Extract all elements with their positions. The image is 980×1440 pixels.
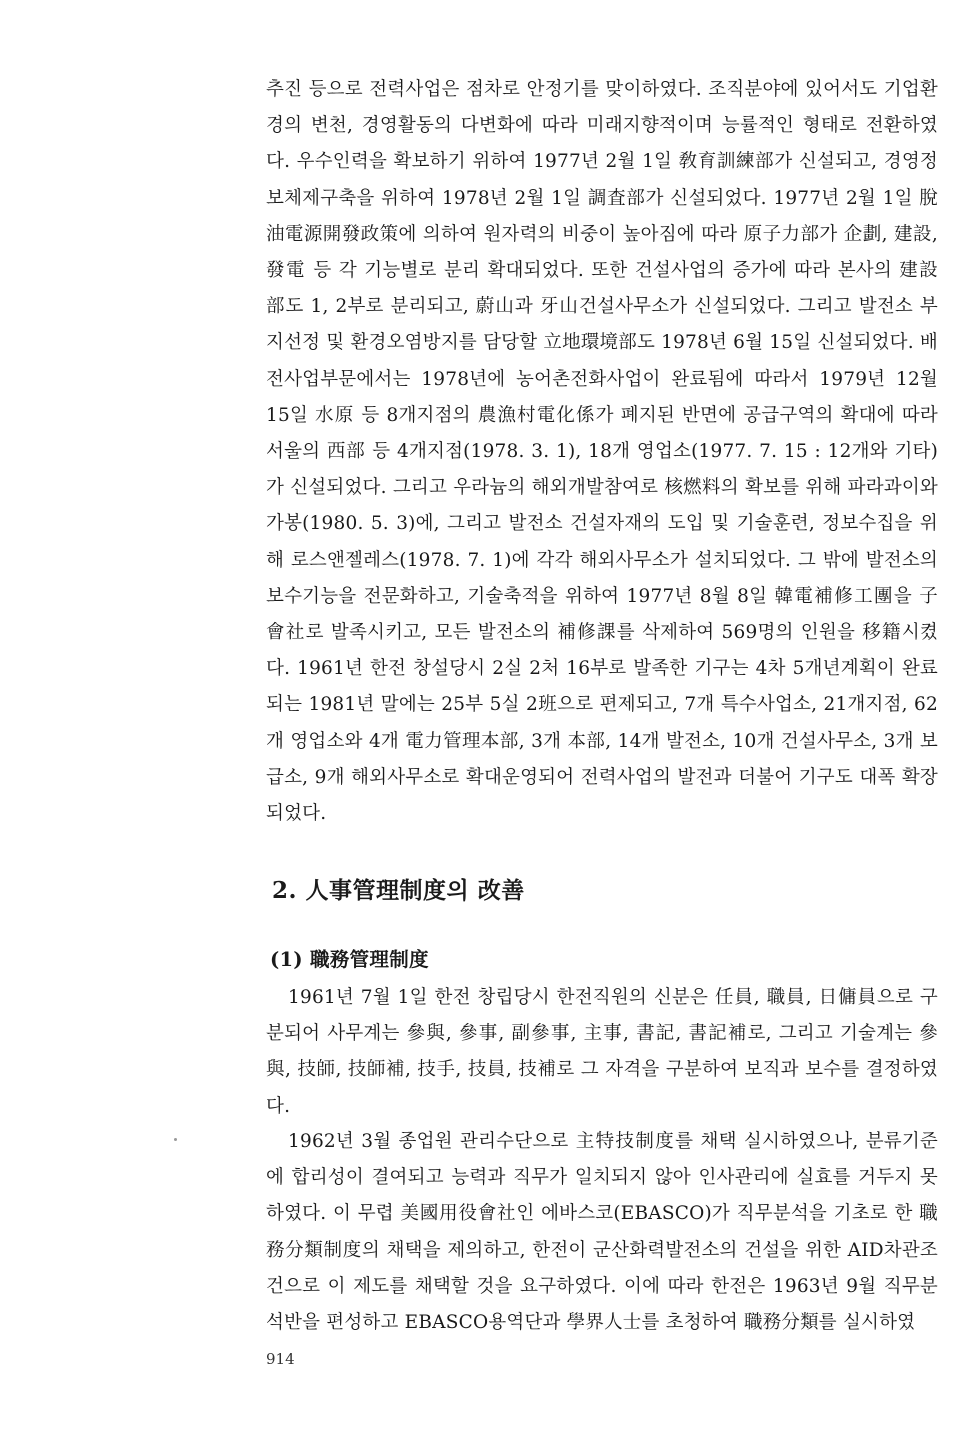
page-number: 914 (266, 1350, 295, 1368)
body-paragraph-organization: 추진 등으로 전력사업은 점차로 안정기를 맞이하였다. 조직분야에 있어서도 기업환경의 변천, 경영활동의 다변화에 따라 미래지향적이며 능률적인 형태로 전환하였다. 우수인력을 확보하기 위하여 1977년 2월 1일 敎育訓練部가 신설되고, 경영정보체제구축을 위하여 1978년 2월 1일 調査部가 신설되었다. 1977년 2월 1일 脫油電源開發政策에 의하여 원자력의 비중이 높아짐에 따라 原子力部가 企劃, 建設, 發電 등 각 기능별로 분리 확대되었다. 또한 건설사업의 증가에 따라 본사의 建設部도 1, 2부로 분리되고, 蔚山과 牙山건설사무소가 신설되었다. 그리고 발전소 부지선정 및 환경오염방지를 담당할 立地環境部도 1978년 6월 15일 신설되었다. 배전사업부문에서는 1978년에 농어촌전화사업이 완료됨에 따라서 1979년 12월 15일 水原 등 8개지점의 農漁村電化係가 폐지된 반면에 공급구역의 확대에 따라 서울의 西部 등 4개지점(1978. 3. 1), 18개 영업소(1977. 7. 15 : 12개와 기타)가 신설되었다. 그리고 우라늄의 해외개발참여로 核燃料의 확보를 위해 파라과이와 가봉(1980. 5. 3)에, 그리고 발전소 건설자재의 도입 및 기술훈련, 정보수집을 위해 로스앤젤레스(1978. 7. 1)에 각각 해외사무소가 설치되었다. 그 밖에 발전소의 보수기능을 전문화하고, 기술축적을 위하여 1977년 8월 8일 韓電補修工團을 子會社로 발족시키고, 모든 발전소의 補修課를 삭제하여 569명의 인원을 移籍시켰다. 1961년 한전 창설당시 2실 2처 16부로 발족한 기구는 4차 5개년계획이 완료되는 1981년 말에는 25부 5실 2班으로 편제되고, 7개 특수사업소, 21개지점, 62개 영업소와 4개 電力管理本部, 3개 本部, 14개 발전소, 10개 건설사무소, 3개 보급소, 9개 해외사무소로 확대운영되어 전력사업의 발전과 더불어 기구도 대폭 확장되었다. (266, 79, 938, 825)
body-paragraph-job-classification: 1962년 3월 종업원 관리수단으로 主特技制度를 채택 실시하였으나, 분류기준에 합리성이 결여되고 능력과 직무가 일치되지 않아 인사관리에 실효를 거두지 못하였다. 이 무렵 美國用役會社인 에바스코(EBASCO)가 직무분석을 기초로 한 職務分類制度의 채택을 제의하고, 한전이 군산화력발전소의 건설을 위한 AID차관조건으로 이 제도를 채택할 것을 요구하였다. 이에 따라 한전은 1963년 9월 직무분석반을 편성하고 EBASCO용역단과 學界人士를 초청하여 職務分類를 실시하였 (266, 1131, 938, 1334)
section-heading: 2. 人事管理制度의 改善 (272, 877, 525, 904)
subsection-heading: (1) 職務管理制度 (270, 948, 429, 971)
scan-speck (174, 1138, 177, 1141)
body-paragraph-job-status: 1961년 7월 1일 한전 창립당시 한전직원의 신분은 任員, 職員, 日傭員으로 구분되어 사무계는 參與, 參事, 副參事, 主事, 書記, 書記補로, 그리고 기술계는 參與, 技師, 技師補, 技手, 技員, 技補로 그 자격을 구분하여 보직과 보수를 결정하였다. (266, 987, 938, 1117)
